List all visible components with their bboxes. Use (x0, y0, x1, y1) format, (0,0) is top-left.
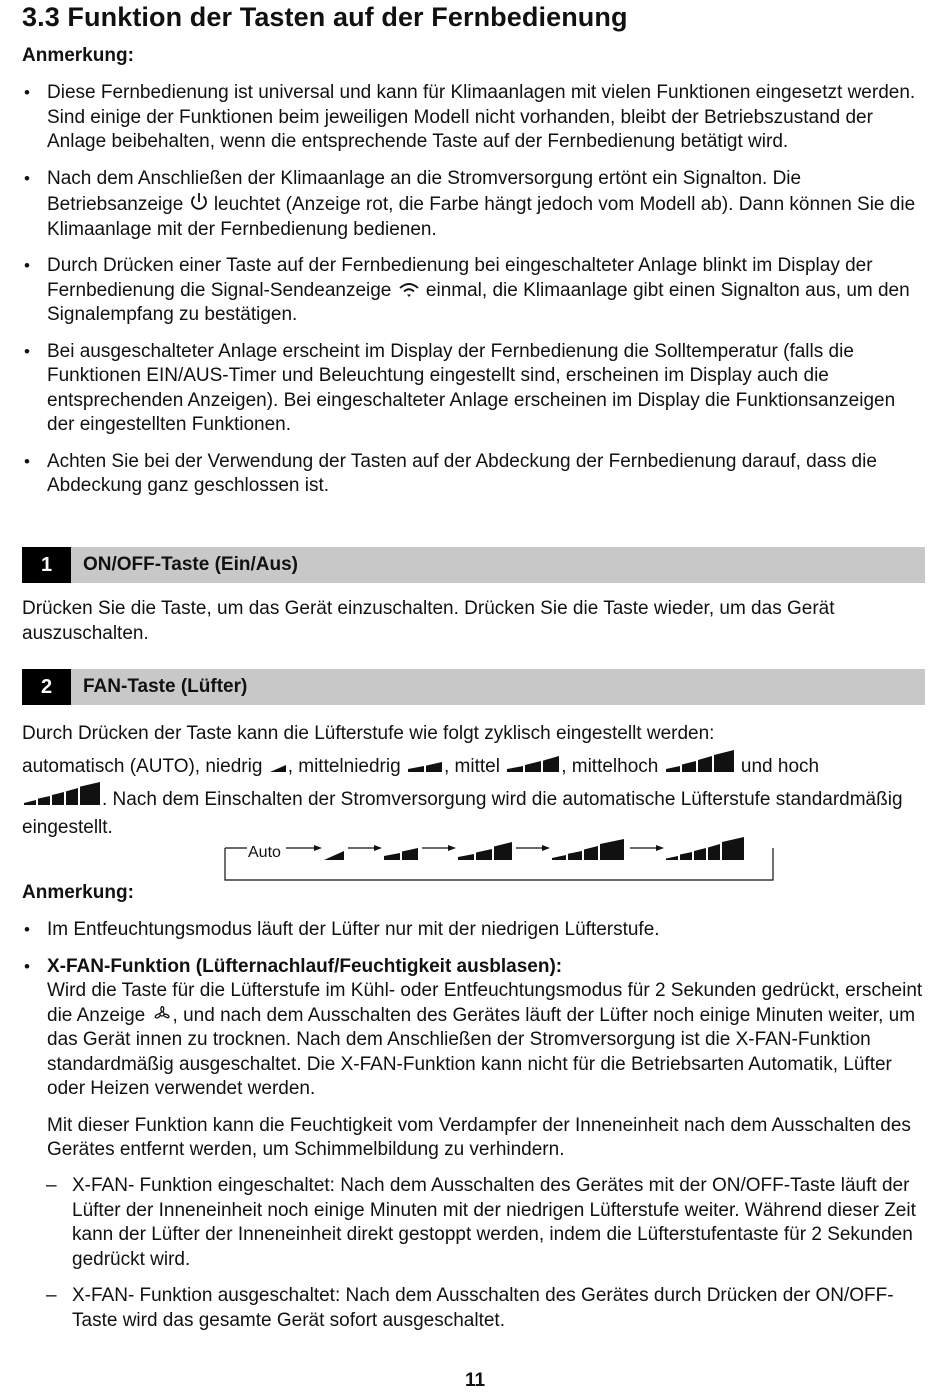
xfan-paragraph-2: Mit dieser Funktion kann die Feuchtigkeit vom Verdampfer der Inneneinheit nach dem Ausschalten des Gerätes entfernt werden, um Schimmelbildung zu verhindern. (47, 1114, 911, 1160)
fan-cycle-diagram (200, 834, 780, 882)
diagram-auto-label: Auto (248, 844, 281, 861)
note-label: Anmerkung: (22, 45, 134, 66)
fan-level-high-icon (22, 781, 102, 805)
fan-level-midlow-icon (406, 756, 444, 772)
page-number: 11 (464, 1370, 486, 1391)
section-title: FAN-Taste (Lüfter) (83, 676, 248, 697)
list-item: – X-FAN- Funktion ausgeschaltet: Nach dem Ausschalten des Gerätes durch Drücken der ON/OFF-Taste wird das gesamte Gerät sofort ausgeschaltet. (22, 1284, 927, 1333)
diagram-fan-midlow-icon (384, 848, 418, 860)
xfan-options-list (22, 1174, 927, 1333)
diagram-fan-low-icon (324, 851, 344, 860)
section-bar-2 (22, 669, 925, 705)
power-icon (189, 191, 209, 213)
fan-level-low-icon (268, 758, 288, 772)
diagram-fan-mid-icon (458, 842, 512, 860)
section-title: ON/OFF-Taste (Ein/Aus) (83, 554, 298, 575)
notes-list-2 (22, 918, 927, 1163)
diagram-fan-midhigh-icon (552, 839, 624, 860)
section-1-text: Drücken Sie die Taste, um das Gerät einzuschalten. Drücken Sie die Taste wieder, um das Gerät auszuschalten. (22, 598, 835, 644)
section-bar-1 (22, 547, 925, 583)
list-item: • Diese Fernbedienung ist universal und kann für Klimaanlagen mit vielen Funktionen eingesetzt werden. Sind einige der Funktionen beim jeweiligen Modell nicht vorhanden, bleibt der Betriebszustand der Anlage beibehalten, wenn die entsprechende Taste auf der Fernbedienung betätigt wird. (22, 81, 927, 155)
note-label: Anmerkung: (22, 882, 134, 903)
list-item: • Im Entfeuchtungsmodus läuft der Lüfter nur mit der niedrigen Lüfterstufe. (22, 918, 927, 943)
section-number: 1 (22, 547, 71, 583)
list-item-xfan (22, 955, 927, 1163)
notes-list (22, 81, 927, 499)
section-number: 2 (22, 669, 71, 705)
list-item: • Nach dem Anschließen der Klimaanlage an die Stromversorgung ertönt ein Signalton. Die Betriebsanzeige leuchtet (Anzeige rot, die Farbe hängt jedoch vom Modell ab). Dann können Sie die Klimaanlage mit der Fernbedienung bedienen. (22, 167, 927, 243)
list-item: • Bei ausgeschalteter Anlage erscheint im Display der Fernbedienung die Solltemperatur (falls die Funktionen EIN/AUS-Timer und Beleuchtung eingestellt sind, erscheinen im Display auch die entsprechenden Anzeigen). Bei eingeschalteter Anlage erscheinen im Display die Funktionsanzeigen der eingestellten Funktionen. (22, 340, 927, 438)
section-heading: 3.3 Funktion der Tasten auf der Fernbedienung (22, 2, 628, 32)
signal-icon (397, 281, 421, 299)
diagram-fan-high-icon (666, 837, 744, 860)
xfan-title: • X-FAN-Funktion (Lüfternachlauf/Feuchtigkeit ausblasen): (47, 955, 563, 977)
fan-blades-icon (151, 1004, 173, 1024)
xfan-paragraph-1: Wird die Taste für die Lüfterstufe im Kühl- oder Entfeuchtungsmodus für 2 Sekunden gedrückt, erscheint die Anzeige , und nach dem Ausschalten des Gerätes läuft der Lüfter noch einige Minuten weiter, um das Gerät innen zu trocknen. Nach dem Anschließen der Stromversorgung ist die X-FAN-Funktion standardmäßig ausgeschaltet. Die X-FAN-Funktion kann nicht für die Betriebsarten Automatik, Lüfter oder Heizen verwendet werden. (47, 980, 923, 1099)
section-2-text: Durch Drücken der Taste kann die Lüfterstufe wie folgt zyklisch eingestellt werden: automatisch (AUTO), niedrig , mittelniedrig , mittel , mittelhoch und hoch . Nach dem Einschalten der Stromversorgung wird die automatische Lüfterstufe standardmäßig eingestellt. (22, 723, 903, 838)
list-item: • Achten Sie bei der Verwendung der Tasten auf der Abdeckung der Fernbedienung darauf, dass die Abdeckung ganz geschlossen ist. (22, 450, 927, 499)
list-item: – X-FAN- Funktion eingeschaltet: Nach dem Ausschalten des Gerätes mit der ON/OFF-Taste läuft der Lüfter der Inneneinheit noch einige Minuten mit der niedrigen Lüfterstufe weiter. Während dieser Zeit kann der Lüfter der Inneneinheit direkt gestoppt werden, indem die Lüfterstufentaste für 2 Sekunden gedrückt wird. (22, 1174, 927, 1272)
list-item: • Durch Drücken einer Taste auf der Fernbedienung bei eingeschalteter Anlage blinkt im Display der Fernbedienung die Signal-Sendeanzeige einmal, die Klimaanlage gibt einen Signalton aus, um den Signalempfang zu bestätigen. (22, 254, 927, 328)
fan-level-midhigh-icon (664, 748, 736, 772)
fan-level-mid-icon (505, 752, 561, 772)
